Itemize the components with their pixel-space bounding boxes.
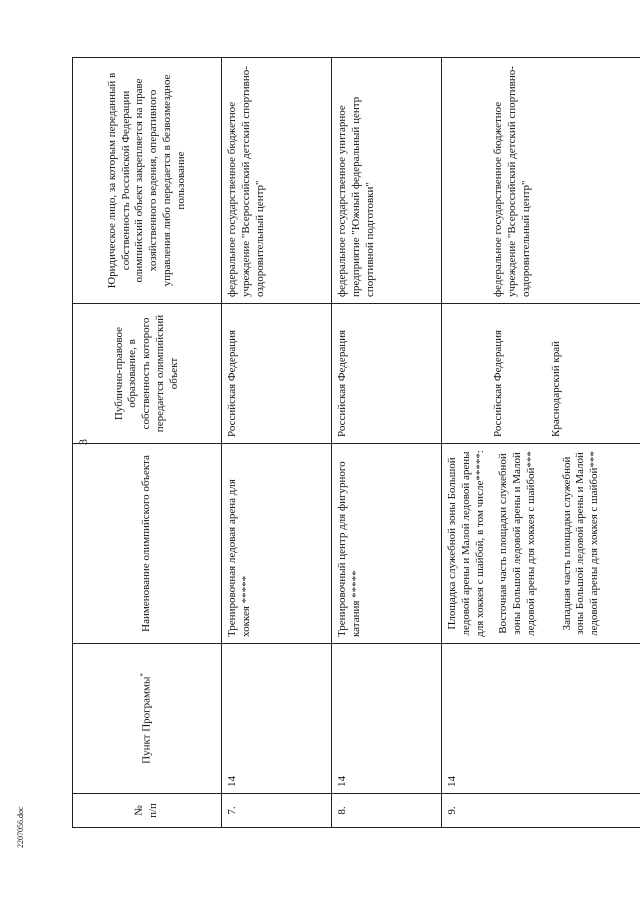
row-legal-entity (442, 58, 640, 304)
header-program: Пункт Программы* (73, 644, 222, 794)
row-program: 14 (442, 644, 640, 794)
table-row (222, 58, 332, 828)
row-num: 9. (442, 794, 640, 828)
header-object-name: Наименование олимпийского объекта (73, 444, 222, 644)
olympic-objects-table-wrapper (72, 58, 637, 828)
row-owner: Российская Федерация (222, 304, 332, 444)
row-object-name: Тренировочный центр для фигурного катания ***** (332, 444, 442, 644)
object-name-east: Восточная часть площадки служебной зоны Большой ледовой арены и Малой ледовой арены для хоккея с шайбой*** (497, 451, 537, 636)
table-row (442, 58, 640, 828)
legal-east: федеральное государственное бюджетное учреждение "Всероссийский детский спортивно-оздоровительный центр" (492, 66, 532, 297)
page-number: 3 (76, 439, 90, 445)
row-program: 14 (332, 644, 442, 794)
object-name-main: Площадка служебной зоны Большой ледовой арены и Малой ледовой арены для хоккея с шайбой, в том числе*****: (446, 450, 486, 637)
row-program: 14 (222, 644, 332, 794)
olympic-objects-table (72, 57, 640, 828)
row-legal-entity: федеральное государственное бюджетное учреждение "Всероссийский детский спортивно-оздоровительный центр" (222, 58, 332, 304)
row-object-name: Тренировочная ледовая арена для хоккея ***** (222, 444, 332, 644)
row-owner (442, 304, 640, 444)
owner-east: Российская Федерация (492, 329, 504, 437)
row-num: 7. (222, 794, 332, 828)
footer-document-code: 2207056.doc (16, 806, 25, 848)
header-owner: Публично-правовое образование, в собственность которого передается олимпийский объект (73, 304, 222, 444)
object-name-west: Западная часть площадки служебной зоны Большой ледовой арены и Малой ледовой арены для хоккея с шайбой*** (560, 451, 600, 636)
row-owner: Российская Федерация (332, 304, 442, 444)
owner-west: Краснодарский край (549, 340, 562, 437)
row-legal-entity: федеральное государственное унитарное предприятие "Южный федеральный центр спортивной подготовки" (332, 58, 442, 304)
row-num: 8. (332, 794, 442, 828)
header-legal-entity: Юридическое лицо, за которым переданный в собственность Российской Федерации олимпийский объект закрепляется на праве хозяйственного ведения, оперативного управления либо передается в безвозмездное пользование (73, 58, 222, 304)
row-object-name (442, 444, 640, 644)
table-row (332, 58, 442, 828)
table-header-row (73, 58, 222, 828)
header-num: № п/п (73, 794, 222, 828)
